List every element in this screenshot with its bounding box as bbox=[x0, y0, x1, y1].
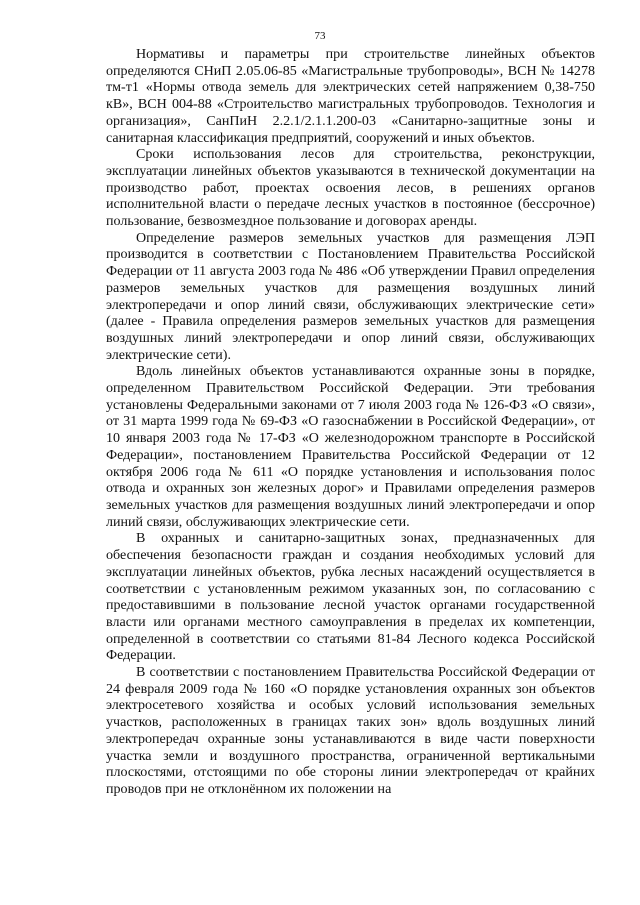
paragraph-sanitary-zones-felling: В охранных и санитарно-защитных зонах, предназначенных для обеспечения безопасности граждан и создания необходимых условий для эксплуатации линейных объектов, рубка лесных насаждений осуществляется в соответствии с установленным режимом указанных зон, по согласованию с предоставившими в пользование лесной участок органами государственной власти или органами местного самоуправления в пределах их компетенции, определенной в соответствии со статьями 81-84 Лесного кодекса Российской Федерации. bbox=[106, 530, 595, 664]
paragraph-power-line-land-plots: Определение размеров земельных участков для размещения ЛЭП производится в соответствии с Постановлением Правительства Российской Федерации от 11 августа 2003 года № 486 «Об утверждении Правил определения размеров земельных участков для размещения воздушных линий электропередачи и опор линий связи, обслуживающих электрические сети» (далее - Правила определения размеров земельных участков для размещения воздушных линий электропередачи и опор линий связи, обслуживающих электрические сети). bbox=[106, 229, 595, 363]
paragraph-grid-facility-zones: В соответствии с постановлением Правительства Российской Федерации от 24 февраля 2009 года № 160 «О порядке установления охранных зон объектов электросетевого хозяйства и особых условий использования земельных участков, расположенных в границах таких зон» вдоль воздушных линий электропередач охранные зоны устанавливаются в виде части поверхности участка земли и воздушного пространства, ограниченной вертикальными плоскостями, отстоящими по обе стороны линии электропередач от крайних проводов при не отклонённом их положении на bbox=[106, 664, 595, 797]
page-number: 73 bbox=[314, 30, 326, 42]
paragraph-forest-use-terms: Сроки использования лесов для строительства, реконструкции, эксплуатации линейных объектов указываются в технической документации на производство работ, проектах освоения лесов, в решениях органов исполнительной власти о передаче лесных участков в постоянное (бессрочное) пользование, безвозмездное пользование и договорах аренды. bbox=[106, 146, 595, 230]
paragraph-protection-zones: Вдоль линейных объектов устанавливаются охранные зоны в порядке, определенном Правительством Российской Федерации. Эти требования установлены Федеральными законами от 7 июля 2003 года № 126-ФЗ «О связи», от 31 марта 1999 года № 69-ФЗ «О газоснабжении в Российской Федерации», от 10 января 2003 года № 17-ФЗ «О железнодорожном транспорте в Российской Федерации», постановлением Правительства Российской Федерации от 12 октября 2006 года № 611 «О порядке установления и использования полос отвода и охранных зон железных дорог» и Правилами определения размеров земельных участков для размещения воздушных линий электропередачи и опор линий связи, обслуживающих электрические сети. bbox=[106, 363, 595, 530]
paragraph-norms: Нормативы и параметры при строительстве линейных объектов определяются СНиП 2.05.06-85 «Магистральные трубопроводы», ВСН № 14278 тм-т1 «Нормы отвода земель для электрических сетей напряжением 0,38-750 кВ», ВСН 004-88 «Строительство магистральных трубопроводов. Технология и организация», СанПиН 2.2.1/2.1.1.200-03 «Санитарно-защитные зоны и санитарная классификация предприятий, сооружений и иных объектов. bbox=[106, 46, 595, 146]
document-body bbox=[106, 46, 595, 798]
